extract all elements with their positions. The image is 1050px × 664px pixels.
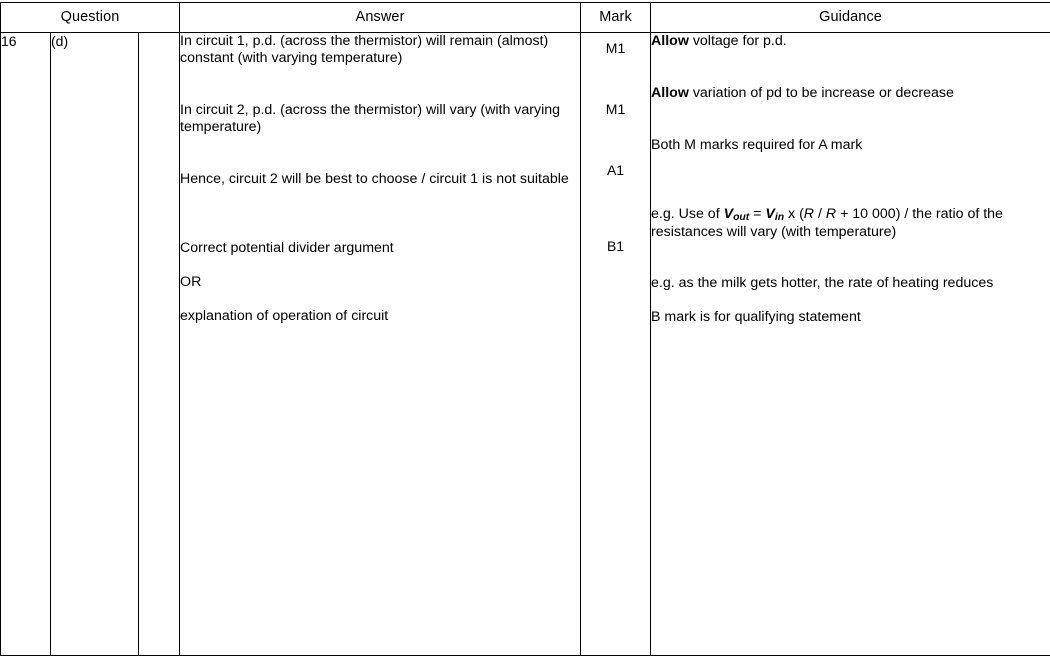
guidance-point-6: B mark is for qualifying statement — [651, 309, 1050, 326]
answer-point-5-or: OR — [180, 274, 580, 291]
formula-v-in-subscript: in — [775, 212, 784, 223]
formula-r-first: R — [804, 206, 814, 222]
mark-code-3: A1 — [581, 117, 650, 178]
answer-spacer — [180, 257, 580, 274]
table-header — [1, 3, 1050, 33]
guidance-spacer — [651, 154, 1050, 206]
mark-code-1: M1 — [581, 33, 650, 56]
question-part-cell: (d) — [51, 33, 139, 656]
table-body — [1, 33, 1050, 656]
mark-code-2: M1 — [581, 56, 650, 117]
guidance-spacer — [651, 50, 1050, 85]
guidance-1-keyword: Allow — [651, 33, 689, 49]
answer-point-3: Hence, circuit 2 will be best to choose / circuit 1 is not suitable — [180, 171, 580, 188]
answer-spacer — [180, 291, 580, 308]
mark-cell — [581, 33, 651, 656]
formula-divide-slash: / — [814, 206, 826, 222]
formula-multiply-open: x ( — [784, 206, 804, 222]
formula-v-in — [765, 206, 784, 222]
answer-point-4: Correct potential divider argument — [180, 240, 580, 257]
answer-spacer — [180, 136, 580, 171]
guidance-spacer — [651, 292, 1050, 309]
formula-v-out-symbol: V — [724, 206, 733, 222]
guidance-point-4-formula — [651, 206, 1050, 241]
formula-v-out-subscript: out — [733, 212, 749, 223]
mark-code-4: B1 — [581, 178, 650, 254]
guidance-spacer — [651, 102, 1050, 137]
formula-r-second: R — [826, 206, 836, 222]
formula-prefix: e.g. Use of — [651, 206, 724, 222]
formula-equals: = — [749, 206, 765, 222]
formula-v-in-symbol: V — [765, 206, 774, 222]
guidance-2-text: variation of pd to be increase or decrease — [689, 85, 954, 101]
guidance-point-1 — [651, 33, 1050, 50]
guidance-point-5: e.g. as the milk gets hotter, the rate of heating reduces — [651, 275, 1050, 292]
header-row — [1, 3, 1050, 33]
guidance-2-keyword: Allow — [651, 85, 689, 101]
answer-point-2: In circuit 2, p.d. (across the thermistor) will vary (with varying temperature) — [180, 102, 580, 136]
column-header-guidance: Guidance — [651, 3, 1050, 33]
mark-scheme-table — [0, 2, 1050, 656]
guidance-point-3: Both M marks required for A mark — [651, 137, 1050, 154]
question-subpart-cell — [139, 33, 180, 656]
guidance-point-2 — [651, 85, 1050, 102]
mark-scheme-sheet — [0, 2, 1050, 664]
answer-point-1: In circuit 1, p.d. (across the thermistor) will remain (almost) constant (with varying temperature) — [180, 33, 580, 67]
column-header-mark: Mark — [581, 3, 651, 33]
answer-spacer — [180, 188, 580, 240]
table-row — [1, 33, 1050, 656]
guidance-spacer — [651, 241, 1050, 275]
guidance-1-text: voltage for p.d. — [689, 33, 787, 49]
column-header-answer: Answer — [180, 3, 581, 33]
answer-cell — [180, 33, 581, 656]
column-header-question: Question — [1, 3, 180, 33]
answer-spacer — [180, 67, 580, 102]
formula-tail: + 10 000) / the ratio of the resistances will vary (with temperature) — [651, 206, 1003, 240]
formula-v-out — [724, 206, 750, 222]
question-number-cell: 16 — [1, 33, 51, 656]
guidance-cell — [651, 33, 1050, 656]
answer-point-6: explanation of operation of circuit — [180, 308, 580, 325]
